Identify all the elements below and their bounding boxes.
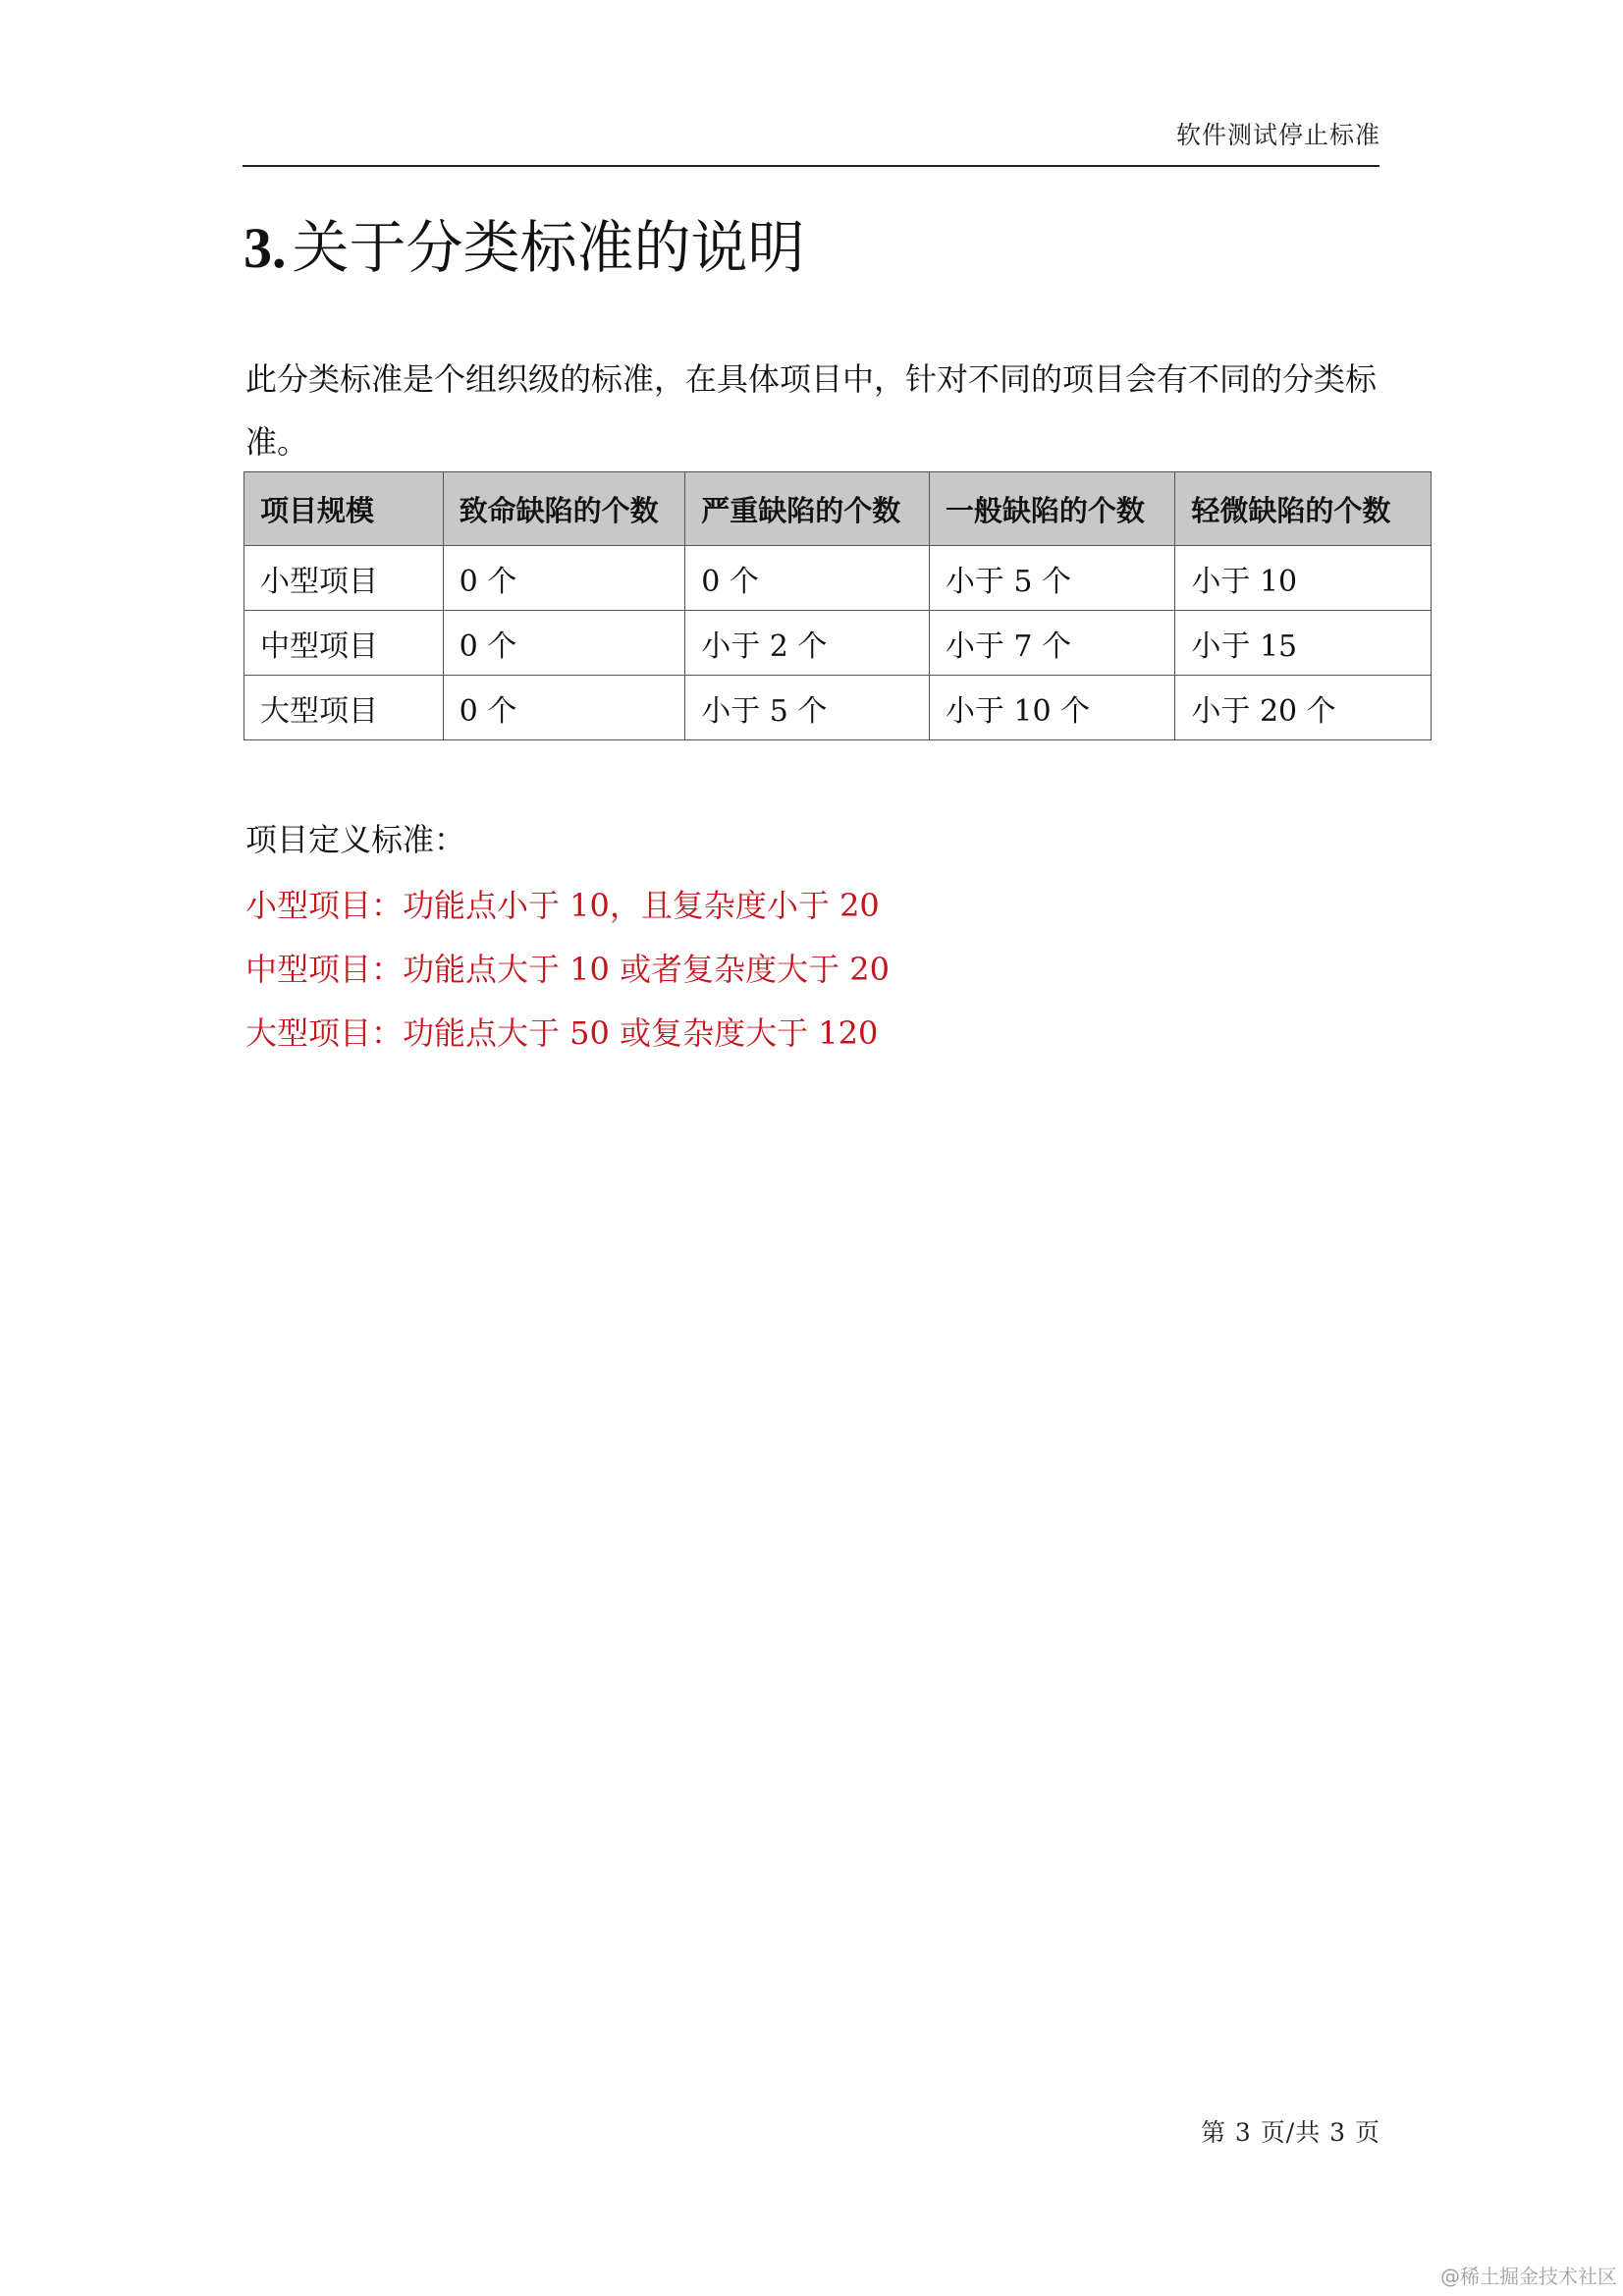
table-cell: 0 个 bbox=[685, 546, 930, 611]
page-number-footer: 第 3 页/共 3 页 bbox=[1200, 2118, 1380, 2147]
table-cell: 小于 5 个 bbox=[685, 676, 930, 740]
table-header-row bbox=[244, 472, 1432, 546]
header-divider bbox=[243, 165, 1380, 167]
table-cell: 0 个 bbox=[443, 611, 685, 676]
intro-paragraph: 此分类标准是个组织级的标准，在具体项目中，针对不同的项目会有不同的分类标准。 bbox=[245, 360, 1378, 461]
table-cell: 大型项目 bbox=[244, 676, 444, 740]
table-cell: 小于 10 bbox=[1175, 546, 1432, 611]
table-header-cell: 一般缺陷的个数 bbox=[929, 472, 1175, 546]
table-cell: 小于 2 个 bbox=[685, 611, 930, 676]
running-header: 软件测试停止标准 bbox=[1175, 121, 1380, 149]
table-header-cell: 轻微缺陷的个数 bbox=[1175, 472, 1432, 546]
table-cell: 小于 10 个 bbox=[929, 676, 1175, 740]
table-cell: 中型项目 bbox=[244, 611, 444, 676]
definition-item: 大型项目：功能点大于 50 或复杂度大于 120 bbox=[245, 1014, 879, 1052]
definitions-list bbox=[245, 874, 890, 1066]
table-row bbox=[244, 611, 1432, 676]
table-cell: 小于 7 个 bbox=[929, 611, 1175, 676]
definitions-heading: 项目定义标准： bbox=[245, 821, 466, 858]
section-heading bbox=[243, 208, 805, 288]
table-cell: 小于 15 bbox=[1175, 611, 1432, 676]
section-title-text: 关于分类标准的说明 bbox=[292, 214, 805, 281]
section-number: 3. bbox=[243, 216, 287, 280]
table-header-cell: 严重缺陷的个数 bbox=[685, 472, 930, 546]
table-cell: 小型项目 bbox=[244, 546, 444, 611]
defect-standard-table bbox=[243, 471, 1432, 740]
table-cell: 小于 20 个 bbox=[1175, 676, 1432, 740]
table-cell: 0 个 bbox=[443, 676, 685, 740]
table-row bbox=[244, 676, 1432, 740]
table-row bbox=[244, 546, 1432, 611]
table-header-cell: 项目规模 bbox=[244, 472, 444, 546]
table-header-cell: 致命缺陷的个数 bbox=[443, 472, 685, 546]
table-cell: 0 个 bbox=[443, 546, 685, 611]
watermark: @稀土掘金技术社区 bbox=[1440, 2265, 1617, 2288]
table-cell: 小于 5 个 bbox=[929, 546, 1175, 611]
definition-item: 小型项目：功能点小于 10，且复杂度小于 20 bbox=[245, 887, 880, 924]
definition-item: 中型项目：功能点大于 10 或者复杂度大于 20 bbox=[245, 951, 890, 988]
